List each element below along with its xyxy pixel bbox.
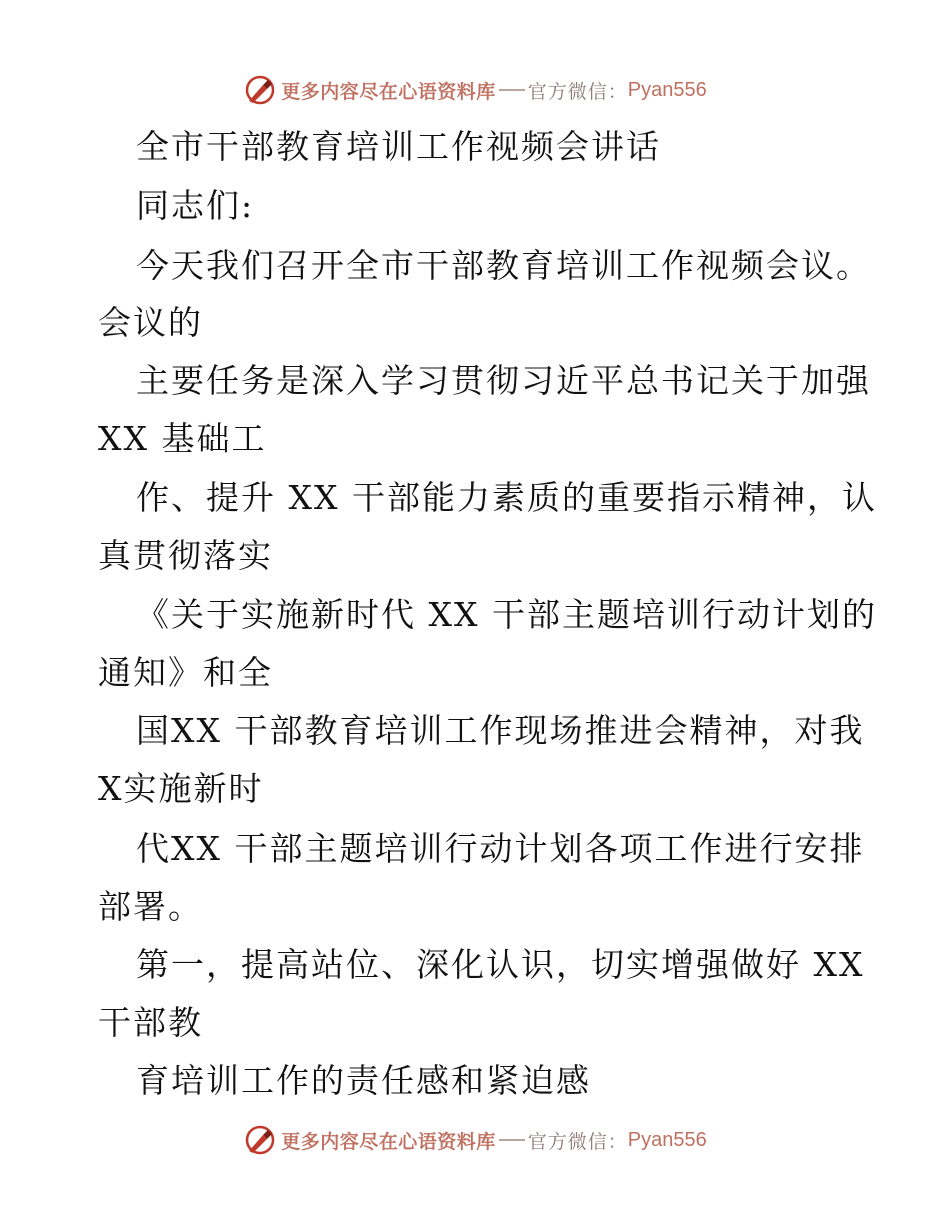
watermark-label: 官方微信： [527, 80, 628, 103]
body-line: 干部教 [98, 1003, 203, 1042]
salutation: 同志们: [136, 186, 255, 225]
header-watermark [0, 70, 950, 110]
watermark-wechat-id: Pyan556 [627, 1128, 707, 1151]
watermark-wechat-id: Pyan556 [627, 78, 707, 101]
body-line: 部署。 [98, 887, 203, 926]
body-line: 第一，提高站位、深化认识，切实增强做好 XX [136, 945, 865, 984]
watermark-dash [499, 89, 525, 91]
body-line: 作、提升 XX 干部能力素质的重要指示精神，认 [136, 478, 877, 517]
watermark-label: 官方微信： [527, 1130, 628, 1153]
body-line: 《关于实施新时代 XX 干部主题培训行动计划的 [136, 595, 877, 634]
pen-nib-icon [243, 73, 277, 107]
document-title: 全市干部教育培训工作视频会讲话 [136, 127, 661, 166]
body-line: 代XX 干部主题培训行动计划各项工作进行安排 [136, 829, 865, 868]
watermark-site-text: 更多内容尽在心语资料库 [281, 80, 496, 103]
pen-nib-icon [243, 1123, 277, 1157]
body-line: 育培训工作的责任感和紧迫感 [136, 1061, 591, 1100]
body-line: XX 基础工 [98, 419, 267, 458]
footer-watermark [0, 1120, 950, 1160]
body-line: 主要任务是深入学习贯彻习近平总书记关于加强 [136, 361, 871, 400]
body-line: X实施新时 [98, 769, 264, 808]
watermark-site-text: 更多内容尽在心语资料库 [281, 1130, 496, 1153]
watermark-dash [499, 1139, 525, 1141]
body-line: 真贯彻落实 [98, 536, 273, 575]
body-line: 今天我们召开全市干部教育培训工作视频会议。 [136, 246, 871, 285]
body-line: 国XX 干部教育培训工作现场推进会精神，对我 [136, 711, 865, 750]
body-line: 通知》和全 [98, 653, 273, 692]
body-line: 会议的 [98, 303, 203, 342]
